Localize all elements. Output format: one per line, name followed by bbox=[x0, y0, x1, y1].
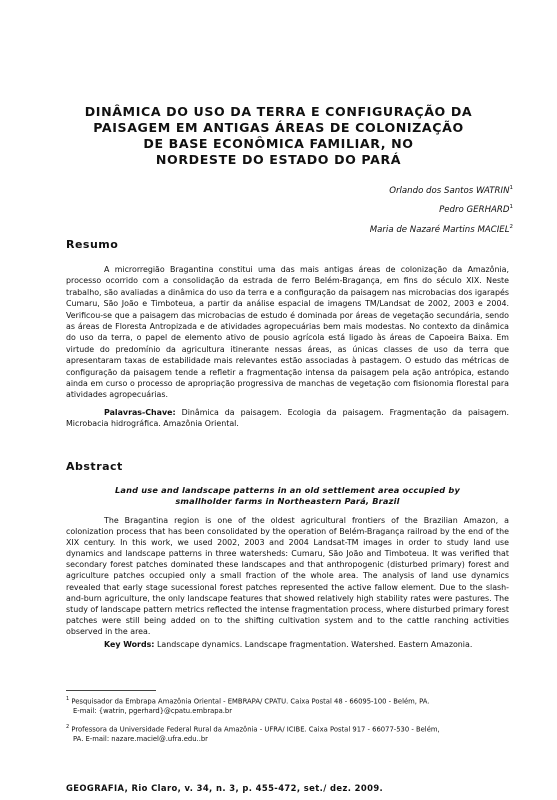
footnote bbox=[66, 694, 511, 717]
english-title bbox=[66, 485, 509, 507]
palavras-chave bbox=[66, 407, 509, 430]
title-line: DE BASE ECONÔMICA FAMILIAR, NO bbox=[143, 136, 414, 151]
english-title-line: Land use and landscape patterns in an old settlement area occupied by bbox=[114, 485, 461, 495]
author-name: Orlando dos Santos WATRIN bbox=[389, 185, 510, 196]
title-line: NORDESTE DO ESTADO DO PARÁ bbox=[155, 152, 402, 167]
footnote-mark: 1 bbox=[66, 696, 70, 702]
footnote-line: PA. E-mail: nazare.maciel@.ufra.edu..br bbox=[73, 735, 208, 744]
affiliation-mark: 1 bbox=[509, 185, 513, 191]
abstract-text: The Bragantina region is one of the oldest agricultural frontiers of the Brazilian Amazon, a colonization process that has been consolidated by the operation of Belém-Bragança railroad by the end of the XIX century. In this work, we used 2002, 2003 and 2004 Landsat-TM images in order to study land use dynamics and landscape patterns in three watersheds: Cumaru, São João and Timboteua. It was verified that secondary forest patches dominated these landscapes and that anthropogenic (disturbed primary) forest and agriculture patches occupied only a small fraction of the whole area. The analysis of land use dynamics revealed that early stage sucessional forest patches represented the active fallow element. Due to the slash-and-burn agriculture, the only landscape features that showed relatively high stability rates were pastures. The study of landscape pattern metrics reflected the intense fragmentation process, where disturbed primary forest patches were still being added on to the shifting cultivation system and to the cattle ranching activities observed in the area. bbox=[66, 516, 509, 636]
title-line: PAISAGEM EM ANTIGAS ÁREAS DE COLONIZAÇÃO bbox=[93, 120, 464, 135]
keywords-text: Landscape dynamics. Landscape fragmentation. Watershed. Eastern Amazonia. bbox=[156, 640, 473, 649]
footnote-line: Pesquisador da Embrapa Amazônia Oriental - EMBRAPA/ CPATU. Caixa Postal 48 - 66095-100 - Belém, PA. bbox=[71, 697, 430, 706]
keywords-label: Palavras-Chave: bbox=[104, 408, 176, 417]
author-name: Pedro GERHARD bbox=[439, 205, 510, 216]
author-list bbox=[370, 180, 513, 238]
journal-citation: GEOGRAFIA, Rio Claro, v. 34, n. 3, p. 455-472, set./ dez. 2009. bbox=[66, 783, 384, 793]
resumo-text: A microrregião Bragantina constitui uma das mais antigas áreas de colonização da Amazônia, processo ocorrido com a consolidação da estrada de ferro Belém-Bragança, em fins do século XIX. Neste trabalho, são avaliadas a dinâmica do uso da terra e a configuração da paisagem nas microbacias dos igarapés Cumaru, São João e Timboteua, a partir da análise espacial de imagens TM/Landsat de 2002, 2003 e 2004. Verificou-se que a paisagem das microbacias de estudo é dominada por áreas de vegetação secundária, sendo as áreas de Floresta Antropizada e de atividades agropecuárias bem mais modestas. No contexto da dinâmica do uso da terra, o papel de elemento ativo de pousio agrícola está ligado às áreas de Capoeira Baixa. Em virtude do predomínio da agricultura itinerante nessas áreas, as únicas classes de uso da terra que apresentaram taxas de estabilidade mais relevantes estão associadas à pastagem. O estudo das métricas de configuração da paisagem tende a refletir a fragmentação intensa da paisagem pela ação antrópica, estando ainda em curso o processo de apropriação progressiva de manchas de vegetação com fisionomia florestal para atividades agropecuárias. bbox=[66, 265, 509, 400]
affiliation-mark: 2 bbox=[509, 223, 513, 230]
keywords-label: Key Words: bbox=[104, 640, 155, 649]
footnote-line: E-mail: {watrin, pgerhard}@cpatu.embrapa.br bbox=[73, 707, 233, 716]
author-name: Maria de Nazaré Martins MACIEL bbox=[369, 224, 510, 235]
affiliation-mark: 1 bbox=[509, 204, 513, 211]
key-words bbox=[66, 639, 509, 650]
author bbox=[370, 180, 513, 199]
footnote bbox=[66, 722, 511, 745]
footnote-divider bbox=[66, 690, 156, 691]
english-title-line: smallholder farms in Northeastern Pará, Brazil bbox=[175, 496, 400, 506]
resumo-heading: Resumo bbox=[66, 238, 119, 251]
footnote-mark: 2 bbox=[66, 724, 70, 730]
keywords-text: Dinâmica da paisagem. Ecologia da paisagem. Fragmentação da paisagem. Microbacia hidrográfica. Amazônia Oriental. bbox=[66, 408, 509, 429]
title-line: DINÂMICA DO USO DA TERRA E CONFIGURAÇÃO DA bbox=[84, 104, 473, 119]
author bbox=[370, 199, 513, 218]
footnote-line: Professora da Universidade Federal Rural da Amazônia - UFRA/ ICIBE. Caixa Postal 917 - 66077-530 - Belém, bbox=[71, 725, 440, 734]
abstract-heading: Abstract bbox=[66, 460, 123, 473]
article-title bbox=[60, 104, 497, 168]
author bbox=[370, 219, 513, 238]
